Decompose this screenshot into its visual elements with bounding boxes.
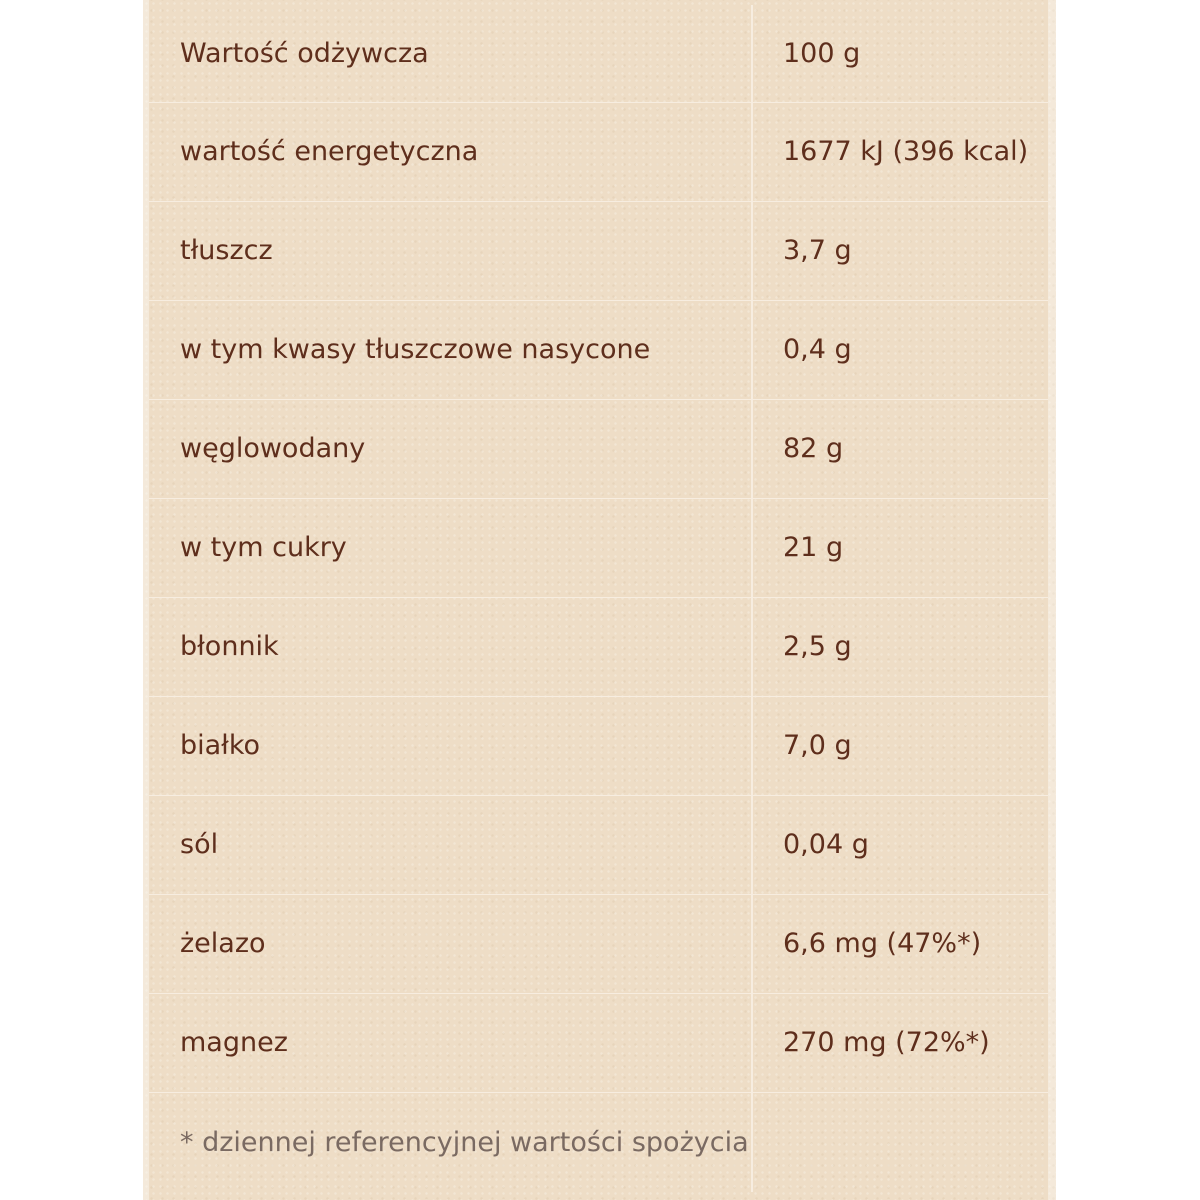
table-row-fiber — [149, 597, 1048, 696]
footnote-text: * dziennej referencyjnej wartości spożycia — [149, 1092, 752, 1192]
row-value: 6,6 mg (47%*) — [752, 894, 1048, 993]
header-label: Wartość odżywcza — [149, 5, 752, 102]
row-value: 270 mg (72%*) — [752, 993, 1048, 1092]
row-label: w tym cukry — [149, 498, 752, 597]
header-value: 100 g — [752, 5, 1048, 102]
table-footnote-row — [149, 1092, 1048, 1192]
row-label: tłuszcz — [149, 201, 752, 300]
nutrition-table — [149, 5, 1048, 1192]
row-value: 21 g — [752, 498, 1048, 597]
table-row-saturated-fat — [149, 300, 1048, 399]
row-label: błonnik — [149, 597, 752, 696]
table-row-fat — [149, 201, 1048, 300]
row-label: wartość energetyczna — [149, 102, 752, 201]
table-row-salt — [149, 795, 1048, 894]
row-label: w tym kwasy tłuszczowe nasycone — [149, 300, 752, 399]
table-row-iron — [149, 894, 1048, 993]
row-label: sól — [149, 795, 752, 894]
row-label: węglowodany — [149, 399, 752, 498]
footnote-empty-cell — [752, 1092, 1048, 1192]
row-value: 7,0 g — [752, 696, 1048, 795]
table-header-row — [149, 5, 1048, 102]
row-value: 2,5 g — [752, 597, 1048, 696]
table-row-energy — [149, 102, 1048, 201]
row-value: 3,7 g — [752, 201, 1048, 300]
table-row-protein — [149, 696, 1048, 795]
table-row-carbohydrates — [149, 399, 1048, 498]
nutrition-panel — [143, 0, 1056, 1200]
row-value: 82 g — [752, 399, 1048, 498]
panel-edge-right — [1048, 0, 1056, 1200]
table-row-sugars — [149, 498, 1048, 597]
row-label: żelazo — [149, 894, 752, 993]
row-label: magnez — [149, 993, 752, 1092]
row-value: 0,4 g — [752, 300, 1048, 399]
row-value: 1677 kJ (396 kcal) — [752, 102, 1048, 201]
table-row-magnesium — [149, 993, 1048, 1092]
row-value: 0,04 g — [752, 795, 1048, 894]
row-label: białko — [149, 696, 752, 795]
